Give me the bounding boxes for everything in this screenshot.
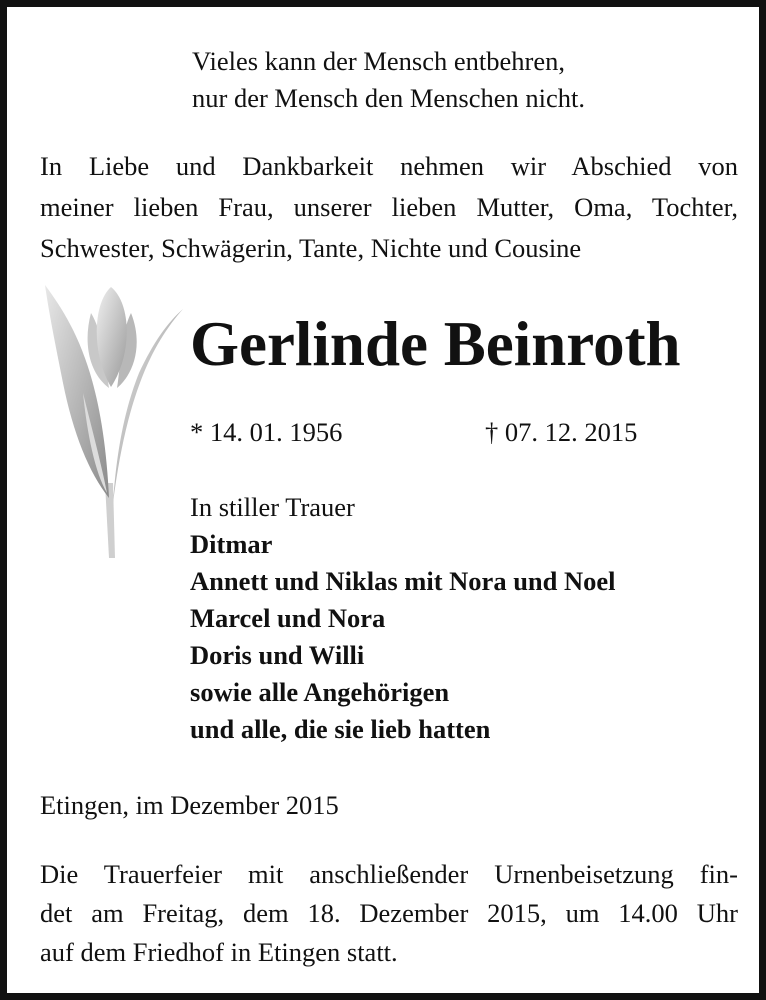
mourner: sowie alle Angehörigen <box>190 677 450 707</box>
intro-line: In Liebe und Dankbarkeit nehmen wir Abschied von <box>40 151 738 181</box>
deceased-name: Gerlinde Beinroth <box>190 309 681 379</box>
mourning-label: In stiller Trauer <box>190 492 355 522</box>
mourner: Annett und Niklas mit Nora und Noel <box>190 566 616 596</box>
funeral-line: auf dem Friedhof in Etingen statt. <box>40 937 398 967</box>
mourner: Doris und Willi <box>190 640 365 670</box>
funeral-line: Die Trauerfeier mit anschließender Urnenbeisetzung fin- <box>40 859 738 889</box>
place-date: Etingen, im Dezember 2015 <box>40 790 339 820</box>
motto-line: Vieles kann der Mensch entbehren, <box>192 46 565 76</box>
tulip-icon <box>43 283 189 563</box>
intro-line: Schwester, Schwägerin, Tante, Nichte und Cousine <box>40 233 582 263</box>
death-date: † 07. 12. 2015 <box>485 417 638 447</box>
birth-date: * 14. 01. 1956 <box>190 417 343 447</box>
motto-line: nur der Mensch den Menschen nicht. <box>192 83 585 113</box>
mourner: und alle, die sie lieb hatten <box>190 714 491 744</box>
mourner: Marcel und Nora <box>190 603 386 633</box>
funeral-line: det am Freitag, dem 18. Dezember 2015, um 14.00 Uhr <box>40 898 738 928</box>
intro-line: meiner lieben Frau, unserer lieben Mutter, Oma, Tochter, <box>40 192 738 222</box>
mourner: Ditmar <box>190 529 273 559</box>
